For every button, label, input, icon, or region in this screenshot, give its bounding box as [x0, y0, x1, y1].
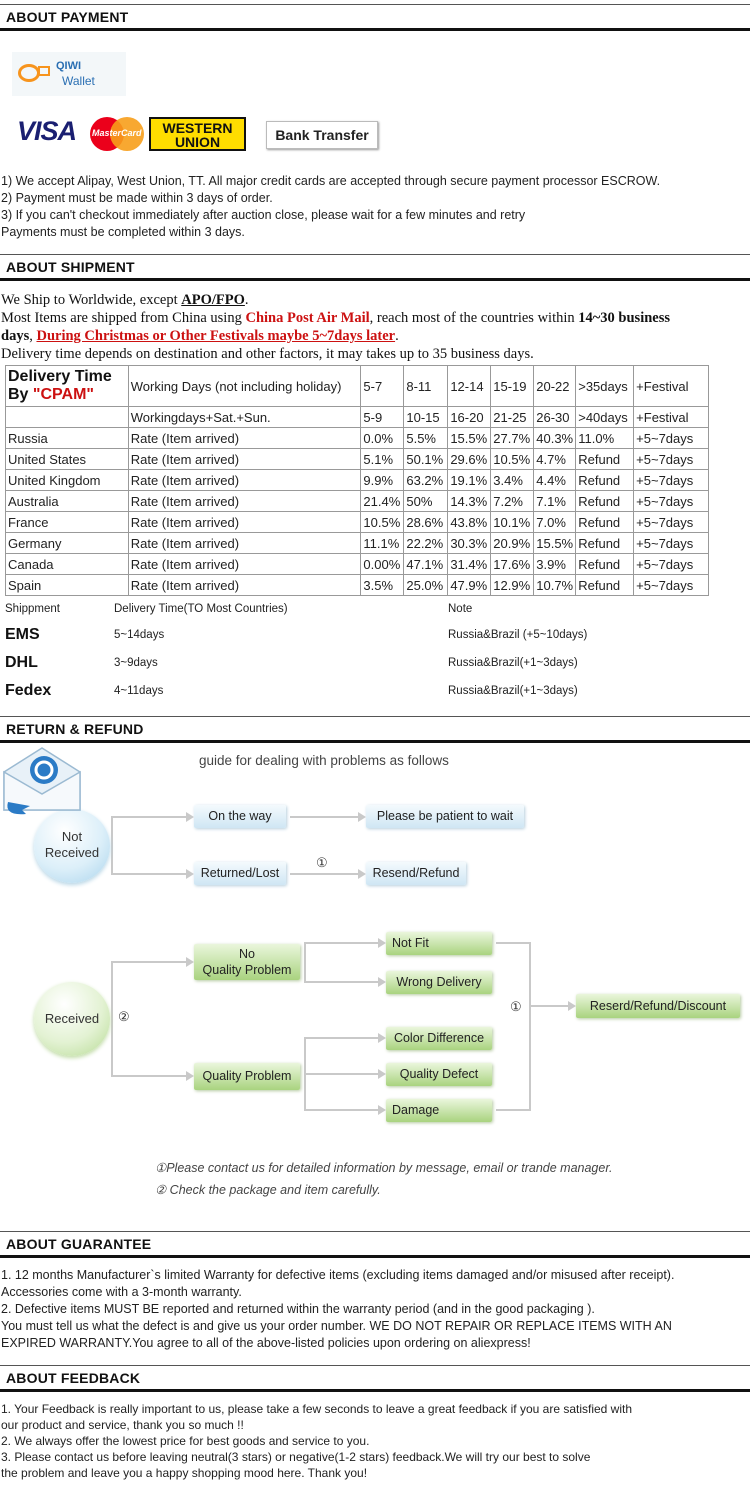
header-cell: 21-25 [491, 407, 534, 428]
country-cell: Germany [6, 533, 129, 554]
express-time-dhl: 3~9days [114, 657, 158, 669]
table-header-row [6, 366, 709, 407]
shipment-line-2: Most Items are shipped from China using China Post Air Mail, reach most of the countries within 14~30 business [1, 310, 671, 326]
table-cell: 3.9% [534, 554, 576, 575]
feedback-heading: ABOUT FEEDBACK [0, 1365, 750, 1392]
table-row [6, 491, 709, 512]
table-cell: 11.0% [576, 428, 634, 449]
table-cell: 43.8% [448, 512, 491, 533]
guarantee-heading: ABOUT GUARANTEE [0, 1231, 750, 1258]
table-cell: 10.1% [491, 512, 534, 533]
color-difference-box: Color Difference [386, 1027, 492, 1050]
table-cell: Rate (Item arrived) [128, 533, 361, 554]
header-cell: 12-14 [448, 366, 491, 407]
table-cell: 19.1% [448, 470, 491, 491]
marker-1-right: ① [510, 999, 522, 1014]
header-cell: 15-19 [491, 366, 534, 407]
table-cell: +5~7days [634, 470, 709, 491]
guarantee-line-5: EXPIRED WARRANTY.You agree to all of the above-listed policies upon ordering on aliexpress! [1, 1336, 531, 1350]
header-cell: +Festival [634, 407, 709, 428]
country-cell: Russia [6, 428, 129, 449]
returned-lost-box: Returned/Lost [194, 862, 286, 885]
header-cell: >40days [576, 407, 634, 428]
header-cell: 10-15 [404, 407, 448, 428]
flow-note-2: ② Check the package and item carefully. [155, 1183, 381, 1197]
reserd-refund-discount-box: Reserd/Refund/Discount [576, 994, 740, 1018]
express-name-ems: EMS [5, 626, 40, 643]
country-cell: Australia [6, 491, 129, 512]
table-cell: 11.1% [361, 533, 404, 554]
guarantee-line-4: You must tell us what the defect is and give us your order number. WE DO NOT REPAIR OR REPLACE ITEMS WITH AN [1, 1319, 672, 1333]
table-cell: 0.00% [361, 554, 404, 575]
header-cell: Working Days (not including holiday) [128, 366, 361, 407]
table-subheader-row [6, 407, 709, 428]
table-cell: 15.5% [448, 428, 491, 449]
table-cell: 10.7% [534, 575, 576, 596]
marker-2: ② [118, 1009, 130, 1024]
table-cell: +5~7days [634, 491, 709, 512]
table-cell: 4.4% [534, 470, 576, 491]
shipment-heading: ABOUT SHIPMENT [0, 254, 750, 281]
table-cell: Refund [576, 575, 634, 596]
resend-refund-box: Resend/Refund [366, 862, 466, 885]
table-cell: +5~7days [634, 512, 709, 533]
feedback-line-1: 1. Your Feedback is really important to us, please take a few seconds to leave a great feedback if you are satisfied with [1, 1402, 633, 1416]
payment-line-2: 2) Payment must be made within 3 days of order. [1, 191, 273, 205]
guarantee-line-1: 1. 12 months Manufacturer`s limited Warranty for defective items (excluding items damaged and/or misused after receipt). [1, 1268, 675, 1282]
table-cell: +5~7days [634, 428, 709, 449]
table-cell: 0.0% [361, 428, 404, 449]
payment-heading: ABOUT PAYMENT [0, 4, 750, 31]
table-cell: 50% [404, 491, 448, 512]
wrong-delivery-box: Wrong Delivery [386, 971, 492, 994]
table-cell: 12.9% [491, 575, 534, 596]
table-cell: 7.0% [534, 512, 576, 533]
express-time-ems: 5~14days [114, 629, 165, 641]
table-cell: 21.4% [361, 491, 404, 512]
table-cell: Rate (Item arrived) [128, 428, 361, 449]
table-row [6, 449, 709, 470]
table-cell: 31.4% [448, 554, 491, 575]
qiwi-wallet-logo: QIWI Wallet [12, 52, 126, 96]
header-cell: 5-7 [361, 366, 404, 407]
table-cell: 50.1% [404, 449, 448, 470]
not-received-circle: Not Received [34, 809, 110, 883]
table-cell: 7.2% [491, 491, 534, 512]
flow-note-1: ①Please contact us for detailed information by message, email or trande manager. [155, 1161, 613, 1175]
on-the-way-box: On the way [194, 805, 286, 828]
table-cell: 4.7% [534, 449, 576, 470]
no-quality-problem-box: No Quality Problem [194, 944, 300, 980]
refund-heading: RETURN & REFUND [0, 716, 750, 743]
table-cell: 27.7% [491, 428, 534, 449]
table-cell: Refund [576, 470, 634, 491]
table-cell: 47.1% [404, 554, 448, 575]
western-union-logo: WESTERN UNION [149, 117, 246, 151]
table-cell: Rate (Item arrived) [128, 575, 361, 596]
table-cell: 29.6% [448, 449, 491, 470]
table-cell: 7.1% [534, 491, 576, 512]
quality-problem-box: Quality Problem [194, 1063, 300, 1090]
flow-guide-title: guide for dealing with problems as follows [199, 753, 449, 768]
marker-1-top: ① [316, 855, 328, 870]
express-note-ems: Russia&Brazil (+5~10days) [448, 629, 588, 641]
header-cell: 20-22 [534, 366, 576, 407]
table-cell: 9.9% [361, 470, 404, 491]
table-row [6, 470, 709, 491]
express-col-time: Delivery Time(TO Most Countries) [114, 603, 288, 615]
table-cell: Refund [576, 449, 634, 470]
table-cell: +5~7days [634, 533, 709, 554]
refund-flow-diagram [0, 744, 750, 1228]
country-cell: United Kingdom [6, 470, 129, 491]
payment-line-4: Payments must be completed within 3 days. [1, 225, 245, 239]
feedback-line-3: 2. We always offer the lowest price for best goods and service to you. [1, 1434, 370, 1448]
delivery-time-table [5, 365, 709, 596]
visa-logo: VISA [17, 116, 77, 146]
express-col-shipment: Shippment [5, 603, 60, 615]
table-cell: Rate (Item arrived) [128, 512, 361, 533]
quality-defect-box: Quality Defect [386, 1063, 492, 1086]
express-note-dhl: Russia&Brazil(+1~3days) [448, 657, 578, 669]
table-cell: 63.2% [404, 470, 448, 491]
table-cell: 10.5% [491, 449, 534, 470]
shipment-line-1: We Ship to Worldwide, except APO/FPO. [1, 292, 249, 308]
table-cell: Refund [576, 554, 634, 575]
header-cell: +Festival [634, 366, 709, 407]
feedback-line-2: our product and service, thank you so much !! [1, 1418, 244, 1432]
table-cell: 5.5% [404, 428, 448, 449]
table-cell: 3.5% [361, 575, 404, 596]
table-cell: Refund [576, 491, 634, 512]
express-name-dhl: DHL [5, 654, 38, 671]
table-cell: 22.2% [404, 533, 448, 554]
bank-transfer-logo: Bank Transfer [266, 121, 378, 149]
table-cell: +5~7days [634, 575, 709, 596]
table-cell: Rate (Item arrived) [128, 554, 361, 575]
table-cell: Rate (Item arrived) [128, 491, 361, 512]
shipment-line-3: days, During Christmas or Other Festivals maybe 5~7days later. [1, 328, 399, 344]
table-cell: Rate (Item arrived) [128, 449, 361, 470]
guarantee-line-2: Accessories come with a 3-month warranty. [1, 1285, 242, 1299]
table-cell: Refund [576, 533, 634, 554]
guarantee-line-3: 2. Defective items MUST BE reported and returned within the warranty period (and in the good packaging ). [1, 1302, 595, 1316]
table-cell: 28.6% [404, 512, 448, 533]
shipment-line-4: Delivery time depends on destination and other factors, it may takes up to 35 business days. [1, 346, 534, 362]
header-cell: 26-30 [534, 407, 576, 428]
table-cell: 47.9% [448, 575, 491, 596]
table-row [6, 512, 709, 533]
table-cell: 40.3% [534, 428, 576, 449]
received-circle: Received [34, 982, 110, 1056]
table-cell: 5.1% [361, 449, 404, 470]
empty-cell [6, 407, 129, 428]
payment-line-3: 3) If you can't checkout immediately after auction close, please wait for a few minutes and retry [1, 208, 526, 222]
table-row [6, 533, 709, 554]
header-cell: 8-11 [404, 366, 448, 407]
table-cell: Rate (Item arrived) [128, 470, 361, 491]
table-cell: 20.9% [491, 533, 534, 554]
table-row [6, 554, 709, 575]
table-cell: 25.0% [404, 575, 448, 596]
please-wait-box: Please be patient to wait [366, 805, 524, 828]
table-cell: 10.5% [361, 512, 404, 533]
country-cell: France [6, 512, 129, 533]
table-cell: +5~7days [634, 449, 709, 470]
table-cell: 3.4% [491, 470, 534, 491]
table-cell: 15.5% [534, 533, 576, 554]
country-cell: Spain [6, 575, 129, 596]
email-envelope-icon [0, 744, 84, 816]
table-cell: Refund [576, 512, 634, 533]
header-cell: Workingdays+Sat.+Sun. [128, 407, 361, 428]
header-cell: 16-20 [448, 407, 491, 428]
apo-fpo-text: APO/FPO [181, 292, 245, 308]
express-note-fedex: Russia&Brazil(+1~3days) [448, 685, 578, 697]
payment-line-1: 1) We accept Alipay, West Union, TT. All major credit cards are accepted through secure payment processor ESCROW. [1, 174, 661, 188]
table-row [6, 575, 709, 596]
header-cell: >35days [576, 366, 634, 407]
header-cell: 5-9 [361, 407, 404, 428]
damage-box: Damage [386, 1099, 492, 1122]
country-cell: Canada [6, 554, 129, 575]
express-col-note: Note [448, 603, 473, 615]
feedback-line-5: the problem and leave you a happy shopping mood here. Thank you! [1, 1466, 368, 1480]
table-cell: 17.6% [491, 554, 534, 575]
not-fit-box: Not Fit [386, 932, 492, 955]
mastercard-logo: MasterCard [90, 117, 144, 151]
feedback-line-4: 3. Please contact us before leaving neutral(3 stars) or negative(1-2 stars) feedback.We will try our best to solve [1, 1450, 591, 1464]
express-time-fedex: 4~11days [114, 685, 164, 697]
country-cell: United States [6, 449, 129, 470]
table-cell: 30.3% [448, 533, 491, 554]
table-cell: 14.3% [448, 491, 491, 512]
table-row [6, 428, 709, 449]
table-title-cell: Delivery Time By "CPAM" [6, 366, 129, 407]
express-name-fedex: Fedex [5, 682, 52, 699]
table-cell: +5~7days [634, 554, 709, 575]
